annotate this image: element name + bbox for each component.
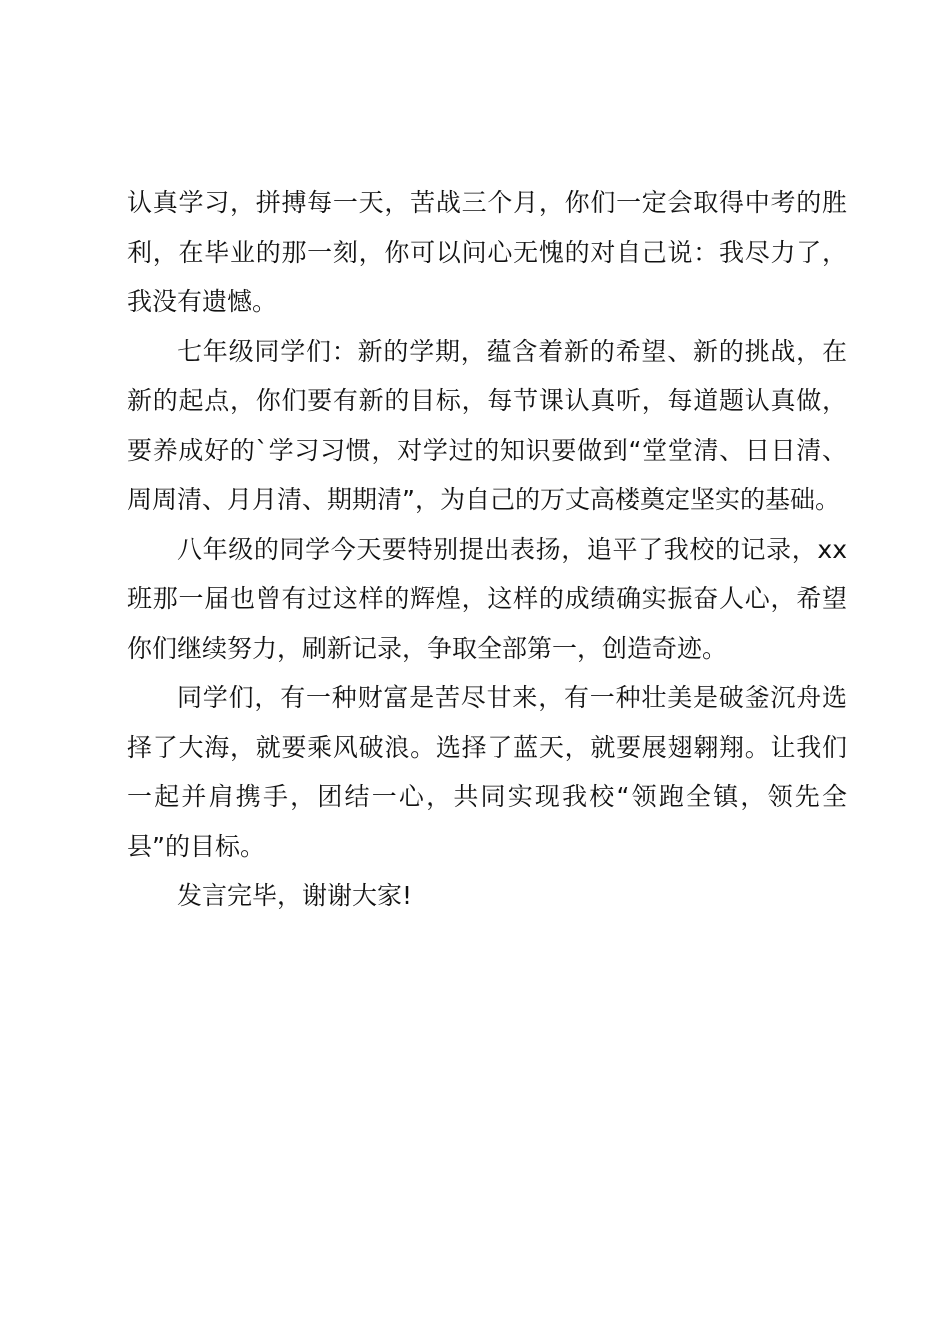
- paragraph-encouragement: 同学们，有一种财富是苦尽甘来，有一种壮美是破釜沉舟选择了大海，就要乘风破浪。选择了蓝天，就要展翅翱翔。让我们一起并肩携手，团结一心，共同实现我校“领跑全镇，领先全县”的目标。: [127, 683, 847, 861]
- paragraph-grade-seven: 七年级同学们：新的学期，蕴含着新的希望、新的挑战，在新的起点，你们要有新的目标，每节课认真听，每道题认真做，要养成好的`学习习惯，对学过的知识要做到“堂堂清、日日清、周周清、月月清、期期清”，为自己的万丈高楼奠定坚实的基础。: [127, 336, 847, 514]
- paragraph-grade-eight: 八年级的同学今天要特别提出表扬，追平了我校的记录，xx班那一届也曾有过这样的辉煌，这样的成绩确实振奋人心，希望你们继续努力，刷新记录，争取全部第一，创造奇迹。: [127, 534, 847, 663]
- paragraph-continuation: 认真学习，拼搏每一天，苦战三个月，你们一定会取得中考的胜利，在毕业的那一刻，你可以问心无愧的对自己说：我尽力了，我没有遗憾。: [127, 188, 847, 316]
- paragraph-closing: 发言完毕，谢谢大家!: [177, 881, 413, 910]
- document-body: [127, 178, 847, 921]
